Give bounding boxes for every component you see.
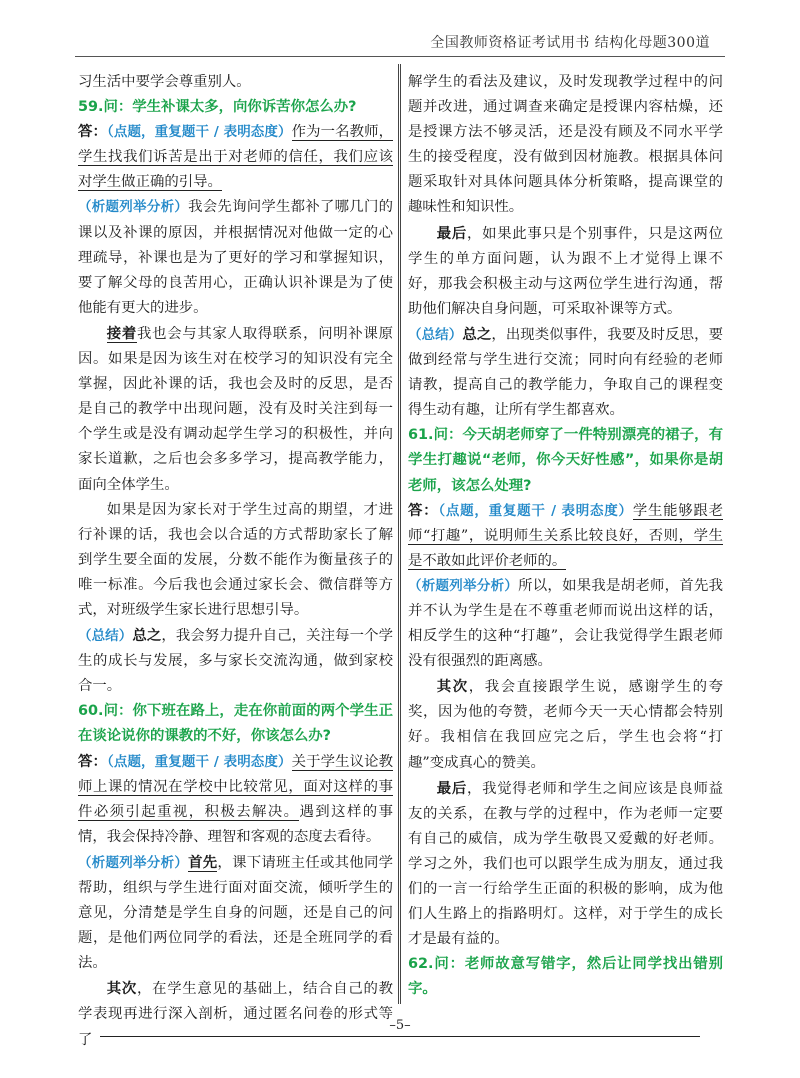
paragraph: 其次，我会直接跟学生说，感谢学生的夸奖，因为他的夸赞，老师今天一天心情都会特别好。我相信在我回应完之后，学生也会将“打趣”变成真心的赞美。 bbox=[408, 678, 723, 771]
left-column bbox=[78, 70, 393, 1053]
answer-60-summary: （总结）总之，出现类似事件，我要及时反思，要做到经常与学生进行交流；同时向有经验的老师请教，提高自己的教学能力，争取自己的课程变得生动有趣，让所有学生都喜欢。 bbox=[408, 325, 723, 419]
question-62: 62.问：老师故意写错字，然后让同学找出错别字。 bbox=[408, 956, 723, 998]
paragraph: 解学生的看法及建议，及时发现教学过程中的问题并改进，通过调查来确定是授课内容枯燥，还是授课方法不够灵活，还是没有顾及不同水平学生的接受程度，没有做到因材施教。根据具体问题采取针对具体问题具体分析策略，提高课堂的趣味性和知识性。 bbox=[408, 74, 723, 216]
tag-analysis: （析题列举分析） bbox=[78, 854, 189, 871]
underlined-text: 关于学生议论教师上课的情况在学校中比较常见，面对这样的事件必须引起重视，积极去解决。 bbox=[78, 753, 393, 820]
answer-59-summary: （总结）总之，我会努力提升自己，关注每一个学生的成长与发展，多与家长交流沟通，做到家校合一。 bbox=[78, 627, 393, 695]
column-divider bbox=[398, 64, 401, 1004]
tag-point: （点题，重复题干 / 表明态度） bbox=[438, 502, 633, 519]
keyword: 总之 bbox=[132, 627, 162, 645]
answer-61-intro bbox=[408, 499, 723, 574]
question-60: 60.问：你下班在路上，走在你前面的两个学生正在谈论说你的课教的不好，你该怎么办? bbox=[78, 703, 393, 745]
keyword: 接着 bbox=[106, 324, 137, 342]
answer-59-intro bbox=[78, 120, 393, 195]
keyword: 其次 bbox=[106, 980, 137, 998]
answer-61-analysis: （析题列举分析）所以，如果我是胡老师，首先我并不认为学生是在不尊重老师而说出这样的话，相反学生的这种“打趣”，会让我觉得学生跟老师没有很强烈的距离感。 bbox=[408, 577, 723, 670]
paragraph: 最后，我觉得老师和学生之间应该是良师益友的关系，在教与学的过程中，作为老师一定要有自己的威信，成为学生敬畏又爱戴的好老师。学习之外，我们也可以跟学生成为朋友，通过我们的一言一行给学生正面的积极的影响，成为他们人生路上的指路明灯。这样，对于学生的成长才是最有益的。 bbox=[408, 779, 723, 948]
answer-label: 答： bbox=[78, 124, 107, 141]
keyword: 首先 bbox=[188, 853, 218, 871]
question-61: 61.问：今天胡老师穿了一件特别漂亮的裙子，有学生打趣说“老师，你今天好性感”，如果你是胡老师，该怎么处理? bbox=[408, 427, 723, 494]
paragraph: 如果是因为家长对于学生过高的期望，才进行补课的话，我也会以合适的方式帮助家长了解到学生要全面的发展，分数不能作为衡量孩子的唯一标准。今后我也会通过家长会、微信群等方式，对班级学生家长进行思想引导。 bbox=[78, 501, 393, 618]
tag-point: （点题，重复题干 / 表明态度） bbox=[107, 124, 292, 141]
keyword: 最后 bbox=[436, 224, 467, 242]
keyword: 总之 bbox=[462, 325, 492, 343]
paragraph: 最后，如果此事只是个别事件，只是这两位学生的单方面问题，认为跟不上才觉得上课不好，那我会积极主动与这两位学生进行沟通，帮助他们解决自身问题，可采取补课等方式。 bbox=[408, 224, 723, 317]
tag-analysis: （析题列举分析） bbox=[78, 199, 189, 216]
answer-60-intro: 答：（点题，重复题干 / 表明态度）关于学生议论教师上课的情况在学校中比较常见，面对这样的事件必须引起重视，积极去解决。遇到这样的事情，我会保持冷静、理智和客观的态度去看待。 bbox=[78, 753, 393, 845]
footer-rule bbox=[100, 1036, 700, 1037]
right-column bbox=[408, 70, 723, 1002]
tag-summary: （总结） bbox=[408, 326, 463, 343]
paragraph: 其次，在学生意见的基础上，结合自己的教学表现再进行深入剖析，通过匿名问卷的形式等了 bbox=[78, 980, 393, 1048]
underlined-text: 学生能够跟老师“打趣”，说明师生关系比较良好，否则，学生是不敢如此评价老师的。 bbox=[408, 502, 723, 569]
paragraph: 习生活中要学会尊重别人。 bbox=[78, 74, 251, 90]
keyword: 最后 bbox=[436, 779, 467, 797]
tag-analysis: （析题列举分析） bbox=[408, 577, 519, 594]
tag-point: （点题，重复题干 / 表明态度） bbox=[107, 753, 292, 770]
question-59: 59.问：学生补课太多，向你诉苦你怎么办? bbox=[78, 99, 357, 116]
page-header bbox=[0, 0, 800, 52]
answer-59-analysis: （析题列举分析）我会先询问学生都补了哪几门的课以及补课的原因，并根据情况对他做一定的心理疏导，补课也是为了更好的学习和掌握知识，要了解父母的良苦用心，正确认识补课是为了使他能有更大的进步。 bbox=[78, 199, 393, 316]
answer-60-analysis: （析题列举分析）首先，课下请班主任或其他同学帮助，组织与学生进行面对面交流，倾听学生的意见，分清楚是学生自身的问题，还是自己的问题，是他们两位同学的看法，还是全班同学的看法。 bbox=[78, 853, 393, 972]
answer-label: 答： bbox=[408, 502, 439, 519]
underlined-text: 作为一名教师，学生找我们诉苦是出于对老师的信任，我们应该对学生做正确的引导。 bbox=[78, 124, 393, 191]
paragraph: 接着我也会与其家人取得联系，问明补课原因。如果是因为该生对在校学习的知识没有完全掌握，因此补课的话，我也会及时的反思，是否是自己的教学中出现问题，没有及时关注到每一个学生或是没有调动起学生学习的积极性，并向家长道歉，之后也会多多学习，提高教学能力，面向全体学生。 bbox=[78, 324, 393, 493]
book-title: 全国教师资格证考试用书 结构化母题300道 bbox=[430, 35, 710, 51]
keyword: 其次 bbox=[436, 678, 469, 696]
tag-summary: （总结） bbox=[78, 628, 133, 645]
page-number: –5– bbox=[389, 1018, 411, 1033]
answer-label: 答： bbox=[78, 753, 107, 770]
header-rule bbox=[75, 56, 725, 57]
